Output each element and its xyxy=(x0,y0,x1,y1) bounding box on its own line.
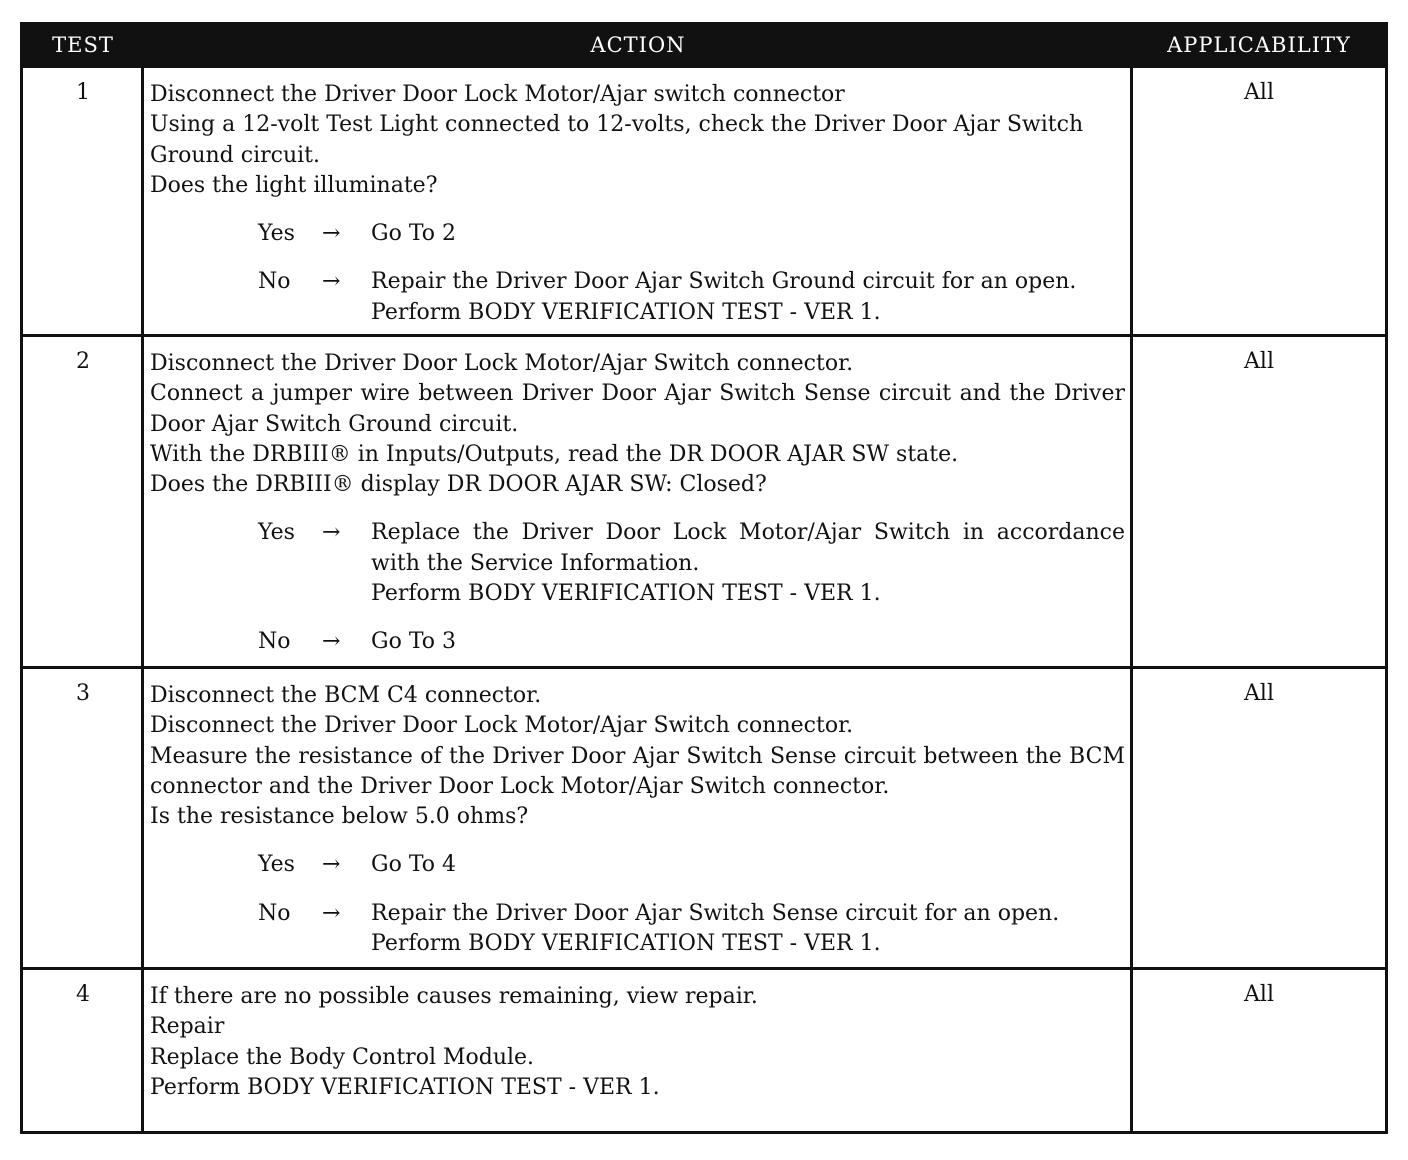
arrow-icon: → xyxy=(322,520,341,546)
step-text: Using a 12-volt Test Light connected to 12-volts, check the Driver Door Ajar Switch Ground circuit. xyxy=(150,112,1084,168)
step-text: With the DRBIII® in Inputs/Outputs, read the DR DOOR AJAR SW state. xyxy=(150,441,959,467)
test-number: 1 xyxy=(76,80,90,105)
yes-result: Go To 4 xyxy=(371,852,457,878)
table-row xyxy=(23,65,1385,336)
step-text: Measure the resistance of the Driver Door Ajar Switch Sense circuit between the BCM connector and the Driver Door Lock Motor/Ajar Switch connector. xyxy=(150,743,1125,799)
yes-label: Yes xyxy=(258,221,295,247)
table-header xyxy=(23,25,1385,65)
yes-branch xyxy=(150,219,1125,249)
action-cell xyxy=(150,982,1125,1103)
step-text: Disconnect the Driver Door Lock Motor/Ajar switch connector xyxy=(150,82,845,107)
step-text: Disconnect the Driver Door Lock Motor/Ajar Switch connector. xyxy=(150,351,854,376)
step-text: If there are no possible causes remaining, view repair. xyxy=(150,984,758,1009)
applicability-value: All xyxy=(1244,349,1274,374)
applicability-value: All xyxy=(1244,681,1274,706)
test-number: 2 xyxy=(76,349,90,374)
yes-result: Go To 2 xyxy=(371,221,457,247)
applicability-value: All xyxy=(1244,982,1274,1007)
arrow-icon: → xyxy=(322,269,341,295)
arrow-icon: → xyxy=(322,900,341,926)
yes-branch xyxy=(150,850,1125,880)
repair-text: Replace the Body Control Module. xyxy=(150,1044,535,1070)
table-row xyxy=(23,334,1385,668)
no-result: Perform BODY VERIFICATION TEST - VER 1. xyxy=(371,299,881,325)
action-cell xyxy=(150,80,1125,328)
arrow-icon: → xyxy=(322,221,341,247)
yes-label: Yes xyxy=(258,852,295,878)
header-applicability: APPLICABILITY xyxy=(1167,33,1351,57)
header-test: TEST xyxy=(52,33,114,57)
no-result: Repair the Driver Door Ajar Switch Sense circuit for an open. xyxy=(371,900,1060,926)
action-cell xyxy=(150,349,1125,658)
test-number: 4 xyxy=(76,982,90,1007)
no-branch xyxy=(150,899,1125,960)
no-result: Perform BODY VERIFICATION TEST - VER 1. xyxy=(371,931,881,957)
no-label: No xyxy=(258,900,291,926)
yes-result: Perform BODY VERIFICATION TEST - VER 1. xyxy=(371,581,881,607)
step-text: Disconnect the Driver Door Lock Motor/Ajar Switch connector. xyxy=(150,713,854,739)
no-result: Repair the Driver Door Ajar Switch Ground circuit for an open. xyxy=(371,269,1077,295)
step-text: Connect a jumper wire between Driver Door Ajar Switch Sense circuit and the Driver Door Ajar Switch Ground circuit. xyxy=(150,381,1125,437)
arrow-icon: → xyxy=(322,852,341,878)
diagnostic-table xyxy=(20,22,1388,1134)
step-text: Is the resistance below 5.0 ohms? xyxy=(150,804,529,830)
yes-label: Yes xyxy=(258,520,295,546)
no-label: No xyxy=(258,269,291,295)
repair-text: Perform BODY VERIFICATION TEST - VER 1. xyxy=(150,1074,660,1100)
applicability-value: All xyxy=(1244,80,1274,105)
header-action: ACTION xyxy=(590,33,686,57)
step-text: Does the DRBIII® display DR DOOR AJAR SW: Closed? xyxy=(150,472,767,498)
no-result: Go To 3 xyxy=(371,629,457,655)
action-cell xyxy=(150,681,1125,959)
step-text: Disconnect the BCM C4 connector. xyxy=(150,683,542,708)
repair-label: Repair xyxy=(150,1014,225,1040)
arrow-icon: → xyxy=(322,629,341,655)
no-branch xyxy=(150,627,1125,657)
table-row xyxy=(23,967,1385,1131)
test-number: 3 xyxy=(76,681,90,706)
table-row xyxy=(23,666,1385,969)
yes-branch xyxy=(150,518,1125,609)
step-text: Does the light illuminate? xyxy=(150,172,438,198)
no-label: No xyxy=(258,629,291,655)
yes-result: Replace the Driver Door Lock Motor/Ajar Switch in accordance with the Service Information. xyxy=(371,520,1125,576)
no-branch xyxy=(150,267,1125,328)
